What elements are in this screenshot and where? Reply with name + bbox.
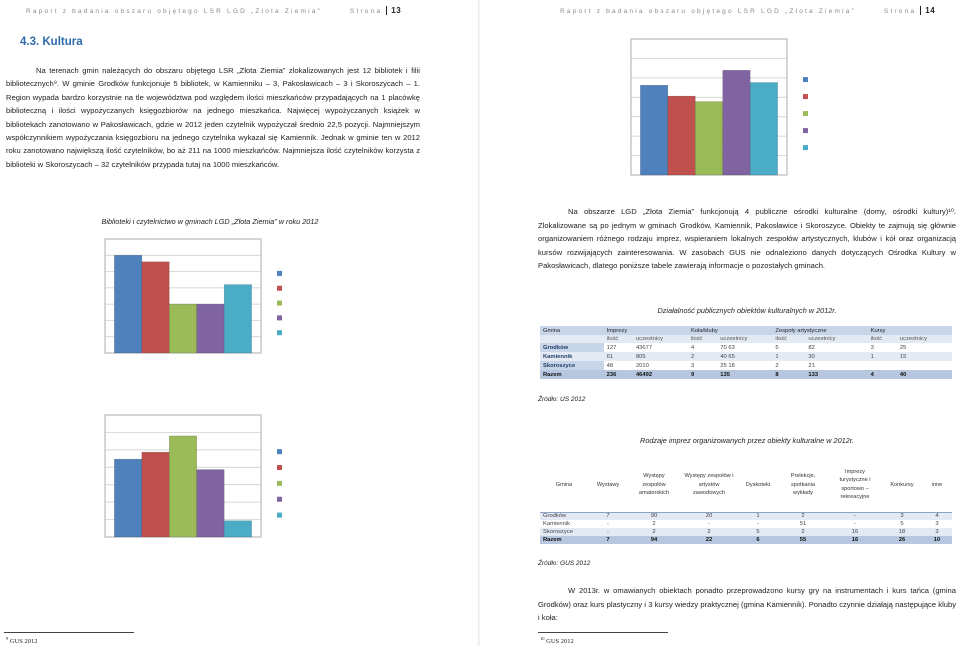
table-cell: 16 [828,536,882,544]
table-cell: 8 [772,370,805,379]
page-header [560,6,935,15]
footnote-mark: 10 [540,636,545,641]
page-number: 14 [920,6,935,15]
bar-chart-2 [104,414,304,538]
bar [169,436,196,537]
table-cell: 25 [899,344,907,351]
table-row [540,512,952,520]
table2-caption: Rodzaje imprez organizowanych przez obiekty kulturalne w 2012r. [640,436,854,445]
table-cell: 94 [628,536,680,544]
header-strona: Strona [883,8,917,15]
table-header: Koła/kluby [688,326,772,335]
table-cell: 133 [805,370,867,379]
page-header [26,6,401,15]
table-cell: 5 [738,528,778,536]
table-header: Prelekcje, spotkania wykłady [778,458,828,512]
table-cell: 6 [738,536,778,544]
table-cell: 4 [690,344,695,351]
bar-chart-1 [104,238,304,354]
table-cell: 805 [633,352,688,361]
legend-swatch [803,111,808,116]
bar [695,102,722,175]
table-cell: 5 [775,344,779,351]
table-cell: - [708,521,710,527]
table-cell: 2 [628,528,680,536]
page-number: 13 [386,6,401,15]
legend-swatch [803,77,808,82]
table-row [540,520,952,528]
table-cell: 2 [652,521,656,527]
bar [640,85,667,175]
table-cell: 2010 [635,362,649,369]
table-cell: 90 [628,512,680,520]
legend-swatch [277,513,282,518]
footnote-rule [4,632,134,633]
table-cell: 70 63 [720,344,735,351]
table-cell: - [757,521,759,527]
table-subheader: ilość [772,335,805,343]
table-row-total [540,536,952,544]
bar [197,304,224,353]
table-cell: 10 [922,536,952,544]
table-cell: - [607,521,609,527]
table-cell: 236 [604,370,633,379]
table-cell: 7 [588,536,628,544]
table-cell: 21 [808,362,815,369]
table-subheader: uczestnicy [897,335,952,343]
header-strona: Strona [349,8,383,15]
table-cell: 22 [680,536,738,544]
table-cell: 2 [778,512,828,520]
table-cell: 40 65 [717,352,772,361]
table-header: Imprezy turystyczne i sportowo – rekreacyjne [828,458,882,512]
table-header: Zespoły artystyczne [772,326,867,335]
table-cell: 135 [717,370,772,379]
bar [224,521,251,537]
table-cell: - [854,521,856,527]
legend-swatch [277,315,282,320]
table-header: Kursy [868,326,952,335]
table-cell: 15 [897,352,952,361]
table-cell: 3 [870,344,874,351]
table2-source: Źródło: GUS 2012 [538,560,591,567]
table-cell: Razem [540,536,588,544]
bar [114,459,141,537]
legend-swatch [277,271,282,276]
footnote-rule [538,632,668,633]
table-cultural-activity [540,326,952,379]
table-row [540,343,952,352]
table1-caption: Działalność publicznych obiektów kulturalnych w 2012r. [657,306,837,315]
legend-swatch [803,128,808,133]
footnote-text: GUS 2012 [546,638,574,646]
table-cell: 2 [680,528,738,536]
legend-swatch [277,481,282,486]
table-cell: 40 [897,370,952,379]
table-cell: 16 [828,528,882,536]
table-cell: 55 [778,536,828,544]
header-title: Raport z badania obszaru objętego LSR LGD „Złota Ziemia” [560,8,856,15]
bar [723,70,750,175]
table-cell: - [588,528,628,536]
table-cell: 43677 [635,344,653,351]
legend-swatch [277,301,282,306]
bar [142,262,169,353]
footnote-text: GUS 2012 [9,638,38,646]
table-subheader: ilość [604,335,633,343]
bar [114,255,141,353]
table-header: Wystawy [588,458,628,512]
section-title: 4.3. Kultura [20,36,83,48]
body-paragraph: Na terenach gmin należących do obszaru objętego LSR „Złota Ziemia” zlokalizowanych jest 12 bibliotek i filii bibliotecznych⁹. W gminie Grodków funkcjonuje 5 bibliotek, w Kamienniku – 3, Pakosławicach – 3 i Skoroszycach – 1. Region wypada bardzo korzystnie na tle województwa pod względem ilości mieszkańców przypadających na 1 placówkę biblioteczną i ilości wypożyczanych księgozbiorów na jednego mieszkańca. Najwięcej wypożyczanych książek w bibliotekach zanotowano w Pakosławicach, gdzie w 2012 jeden czytelnik wypożyczał średnio 22,5 pozycji. Najmniejszym współczynnikiem wypożyczania księgozbioru na jednego czytelnika wykazał się Kamiennik. Jednak w gminie ten w 2012 roku zanotowano największą ilość czytelników, bo aż 211 na 1000 mieszkańców. Najmniejsza ilość czytelników korzysta z biblioteki w Skoroszycach – 32 czytelników przypada tutaj na 1000 mieszkańców. [6,66,420,169]
table-cell: 4 [922,512,952,520]
table-cell: 5 [900,521,904,527]
table-cell: 1 [772,352,805,361]
table-cell: 61 [604,352,633,361]
table-cell: 127 [606,344,617,351]
table-cell: 7 [588,512,628,520]
bar [142,452,169,537]
table-cell: 46492 [633,370,688,379]
table-cell: 3 [922,528,952,536]
table-cell: 9 [688,370,717,379]
table-cell: Razem [540,370,604,379]
table-subheader: ilość [688,335,717,343]
table-cell: Skoroszyce [540,361,604,370]
legend-swatch [803,145,808,150]
table-cell: 20 [680,512,738,520]
table-cell: 3 [882,512,922,520]
table-cell: 30 [805,352,867,361]
table-subheader: uczestnicy [805,335,867,343]
legend-swatch [277,465,282,470]
table-header: inne [922,458,952,512]
table-row [540,528,952,536]
table-cell: 3 [935,521,939,527]
table-header: Dyskoteki [738,458,778,512]
table-cell: 26 [882,536,922,544]
table-cell: 4 [868,370,897,379]
table1-source: Źródło: US 2012 [538,396,586,403]
bar [169,304,196,353]
legend-swatch [277,330,282,335]
table-event-types [540,458,952,544]
footnote-mark: 9 [6,636,9,641]
table-cell [897,361,952,370]
table-row [540,352,952,361]
footnote [6,636,38,645]
table-cell: 48 [606,362,614,369]
table-cell: 51 [799,521,807,527]
table-cell: 25 18 [720,362,735,369]
table-header: Konkursy [882,458,922,512]
bar [224,285,251,353]
table-cell: Grodków [540,512,588,520]
table-cell: Kamiennik [540,352,604,361]
legend-swatch [277,449,282,454]
bar [668,96,695,175]
table-cell: Grodków [540,343,604,352]
table-header: Imprezy [604,326,688,335]
table-subheader: uczestnicy [717,335,772,343]
table-header: Gmina [540,326,604,335]
table-row-total [540,370,952,379]
table-cell: Kamiennik [543,521,571,527]
table-subheader: uczestnicy [633,335,688,343]
table-cell: 2 [778,528,828,536]
body-paragraph-2: W 2013r. w omawianych obiektach ponadto przeprowadzono kursy gry na instrumentach i kurs tańca (gmina Grodków) oraz kurs plastyczny i 3 kursy wiedzy praktycznej (gmina Kamiennik). Ponadto czynnie działają następujące kluby i koła: [538,586,956,623]
table-cell: 3 [690,362,695,369]
legend-swatch [803,94,808,99]
table-cell: - [828,512,882,520]
table-cell: 82 [808,344,815,351]
legend-swatch [277,286,282,291]
table-cell: 1 [868,352,897,361]
table-cell: 2 [688,352,717,361]
bar [197,470,224,537]
table-header: Występy zespołów amatorskich [628,458,680,512]
table-subheader [540,335,604,343]
table-cell: 18 [882,528,922,536]
table-header: Gmina [540,458,588,512]
right-page [480,0,960,646]
table-cell: Skoroszyce [540,528,588,536]
table-cell [868,361,897,370]
table-cell: 2 [775,362,779,369]
header-title: Raport z badania obszaru objętego LSR LGD „Złota Ziemia” [26,8,322,15]
bar [750,83,777,175]
body-paragraph-1: Na obszarze LGD „Złota Ziemia” funkcjonują 4 publiczne ośrodki kulturalne (domy, ośrodki kultury)¹⁰. Zlokalizowane są po jednym w gminach Grodków, Kamiennik, Pakosławice i Skoroszyce. Obiekty te zajmują się głównie organizowaniem różnego rodzaju imprez, wspieraniem lokalnych zespołów artystycznych, klubów i kół oraz organizacją kursów rozwijających zainteresowania. W zasobach GUS nie odnaleziono danych dotyczących Ośrodka Kultury w Pakosławicach, dlatego poniższe tabele zawierają informacje o pozostałych gminach. [538,207,956,271]
table-header: Występy zespołów i artystów zawodowych [680,458,738,512]
table-subheader: ilość [868,335,897,343]
table-row [540,361,952,370]
bar-chart-3 [630,38,830,176]
chart-caption: Biblioteki i czytelnictwo w gminach LGD „Złota Ziemia” w roku 2012 [101,217,319,226]
legend-swatch [277,497,282,502]
footnote [540,636,574,645]
table-cell: 1 [738,512,778,520]
